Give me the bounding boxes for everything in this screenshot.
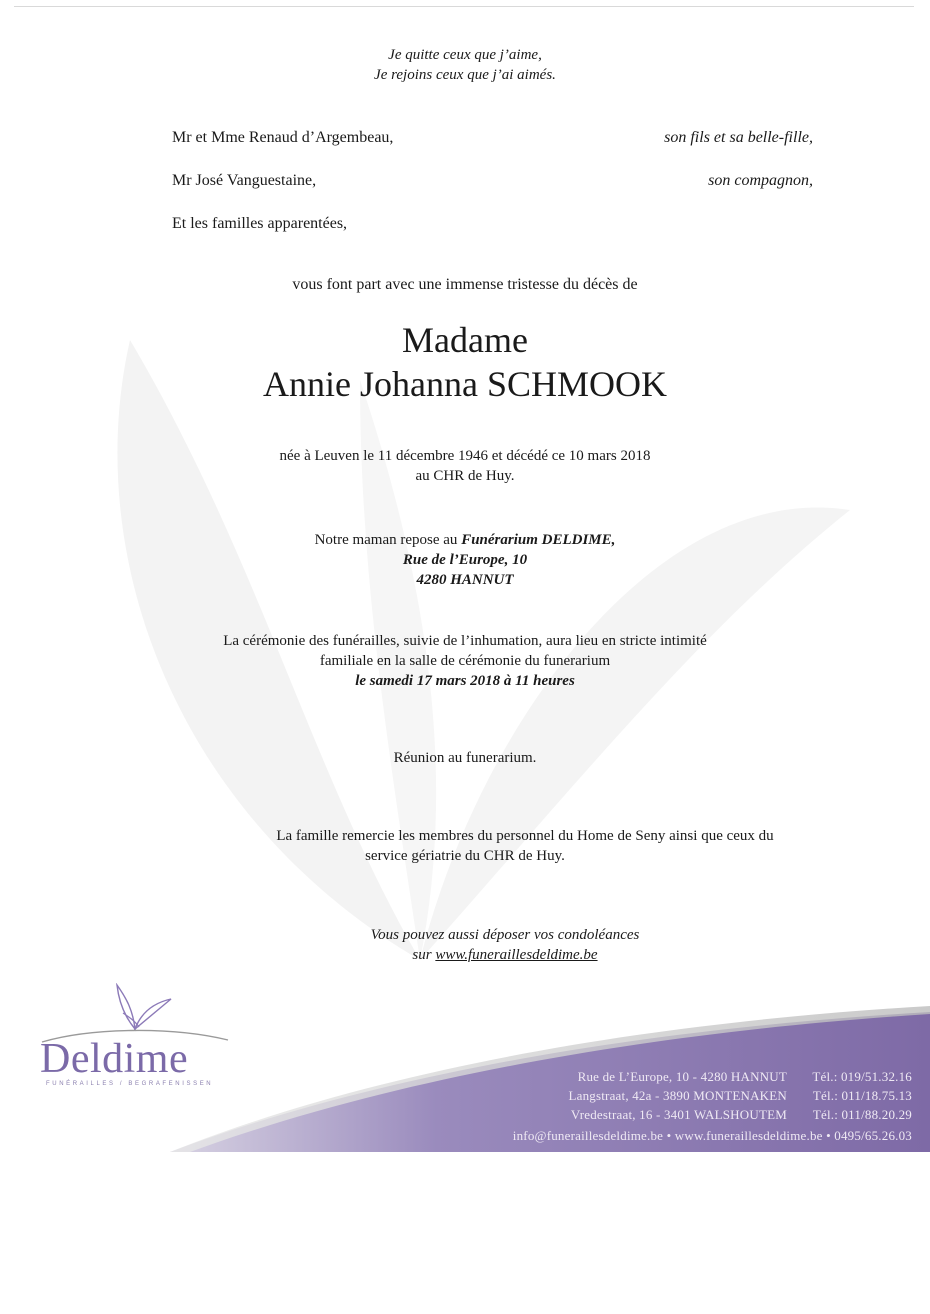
birth-death-line-1: née à Leuven le 11 décembre 1946 et décédé ce 10 mars 2018 (279, 448, 651, 464)
thanks-line-2: service gériatrie du CHR de Huy. (365, 848, 565, 864)
family-name-2: Mr José Vanguestaine, (172, 172, 317, 189)
reunion: Réunion au funerarium. (393, 750, 537, 766)
condolences-line-2 (40, 945, 930, 965)
repose-place: Funérarium DELDIME, (461, 532, 616, 548)
repose-city: 4280 HANNUT (416, 572, 514, 588)
footer-address-2: Langstraat, 42a - 3890 MONTENAKEN (568, 1088, 787, 1103)
footer-address-3: Vredestraat, 16 - 3401 WALSHOUTEM (570, 1107, 787, 1122)
footer-contact-block (0, 1067, 930, 1157)
family-name-3: Et les familles apparentées, (172, 215, 348, 232)
announcement: vous font part avec une immense tristesse du décès de (292, 276, 638, 293)
footer-phone-1: Tél.: 019/51.32.16 (812, 1069, 912, 1084)
condolences-website-link[interactable]: www.funeraillesdeldime.be (435, 947, 598, 963)
family-relation-1: son fils et sa belle-fille, (664, 129, 813, 146)
quote-line-2: Je rejoins ceux que j’ai aimés. (374, 67, 556, 83)
footer-contact-line: info@funeraillesdeldime.be • www.funeraillesdeldime.be • 0495/65.26.03 (512, 1128, 912, 1143)
deceased-title: Madame (402, 320, 528, 360)
family-relation-2: son compagnon, (708, 172, 813, 189)
condolences-line-1: Vous pouvez aussi déposer vos condoléances (370, 927, 640, 943)
footer-phone-2: Tél.: 011/18.75.13 (812, 1088, 912, 1103)
thanks-line-1: La famille remercie les membres du personnel du Home de Seny ainsi que ceux du (276, 828, 774, 844)
footer-phone-3: Tél.: 011/88.20.29 (812, 1107, 912, 1122)
quote-line-1: Je quitte ceux que j’aime, (388, 47, 542, 63)
repose-line (0, 530, 930, 550)
ceremony-date: le samedi 17 mars 2018 à 11 heures (355, 673, 575, 689)
ceremony-line-2: familiale en la salle de cérémonie du funerarium (319, 653, 611, 669)
logo-tagline: FUNÉRAILLES / BEGRAFENISSEN (46, 1081, 214, 1087)
ceremony-line-1: La cérémonie des funérailles, suivie de l’inhumation, aura lieu en stricte intimité (223, 633, 707, 649)
top-rule (14, 6, 914, 7)
footer-address-1: Rue de L’Europe, 10 - 4280 HANNUT (577, 1069, 787, 1084)
logo-wordmark: Deldime (40, 1036, 189, 1082)
repose-intro: Notre maman repose au (314, 532, 462, 548)
family-name-1: Mr et Mme Renaud d’Argembeau, (172, 129, 394, 146)
condolences-prefix: sur (412, 947, 436, 963)
birth-death-line-2: au CHR de Huy. (415, 468, 515, 484)
deceased-name: Annie Johanna SCHMOOK (263, 364, 667, 404)
repose-street: Rue de l’Europe, 10 (402, 552, 528, 568)
